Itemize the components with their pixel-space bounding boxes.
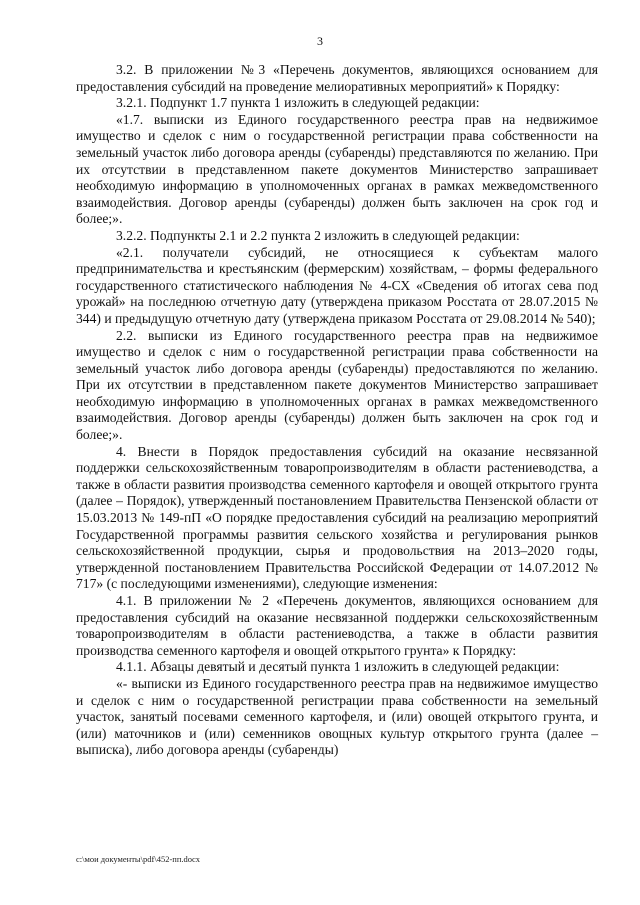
paragraph-4-1: 4.1. В приложении № 2 «Перечень документов, являющихся основанием для предоставления субсидий на оказание несвязанной поддержки сельскохозяйственным товаропроизводителям в области растениеводства, а также в области развития производства семенного картофеля и овощей открытого грунта» к Порядку:: [76, 593, 598, 658]
paragraph-3-2-1: 3.2.1. Подпункт 1.7 пункта 1 изложить в следующей редакции:: [116, 95, 480, 111]
page-number: 3: [317, 34, 323, 48]
paragraph-3-2-2: 3.2.2. Подпункты 2.1 и 2.2 пункта 2 изложить в следующей редакции:: [116, 227, 520, 243]
paragraph-4-1-1: 4.1.1. Абзацы девятый и десятый пункта 1 изложить в следующей редакции:: [116, 659, 560, 675]
paragraph-4: 4. Внести в Порядок предоставления субсидий на оказание несвязанной поддержки сельскохозяйственным товаропроизводителям в области растениеводства, а также в области развития производства семенного картофеля и овощей открытого грунта (далее – Порядок), утвержденный постановлением Правительства Пензенской области от 15.03.2013 № 149-пП «О порядке предоставления субсидий на реализацию мероприятий Государственной программы развития сельского хозяйства и регулирования рынков сельскохозяйственной продукции, сырья и продовольствия на 2013–2020 годы, утвержденной постановлением Правительства Российской Федерации от 14.07.2012 № 717» (с последующими изменениями), следующие изменения:: [76, 443, 598, 592]
paragraph-2-1-quote: «2.1. получатели субсидий, не относящиеся к субъектам малого предпринимательства и крестьянским (фермерским) хозяйствам, – формы федерального государственного статистического наблюдения № 4-СХ «Сведения об итогах сева под урожай» на последнюю отчетную дату (утверждена приказом Росстата от 28.07.2015 № 344) и предыдущую отчетную дату (утверждена приказом Росстата от 29.08.2014 № 540);: [76, 244, 598, 326]
footer-file-path: c:\мои документы\pdf\452-пп.docx: [76, 854, 201, 864]
document-body: [76, 62, 598, 759]
paragraph-3-2: 3.2. В приложении №3 «Перечень документов, являющихся основанием для предоставления субсидий на проведение мелиоративных мероприятий» к Порядку:: [76, 62, 598, 94]
paragraph-extract-quote: «- выписки из Единого государственного реестра прав на недвижимое имущество и сделок с ним о государственной регистрации права собственности на земельный участок, занятый посевами семенного картофеля, и (или) овощей открытого грунта, и (или) маточников и (или) семенников овощных культур открытого грунта (далее – выписка), либо договора аренды (субаренды): [76, 675, 598, 758]
paragraph-1-7-quote: «1.7. выписки из Единого государственного реестра прав на недвижимое имущество и сделок с ним о государственной регистрации права собственности на земельный участок либо договора аренды (субаренды) представляются по желанию. При их отсутствии в представленном пакете документов Министерство запрашивает необходимую информацию в уполномоченных органах в рамках межведомственного взаимодействия. Договор аренды (субаренды) должен быть заключен на срок год и более;».: [76, 111, 598, 227]
paragraph-2-2: 2.2. выписки из Единого государственного реестра прав на недвижимое имущество и сделок с ним о государственной регистрации права собственности на земельный участок либо договора аренды (субаренды) предоставляются по желанию. При их отсутствии в представленном пакете документов Министерство запрашивает необходимую информацию в уполномоченных органах в рамках межведомственного взаимодействия. Договор аренды (субаренды) должен быть заключен на срок год и более;».: [76, 327, 598, 443]
